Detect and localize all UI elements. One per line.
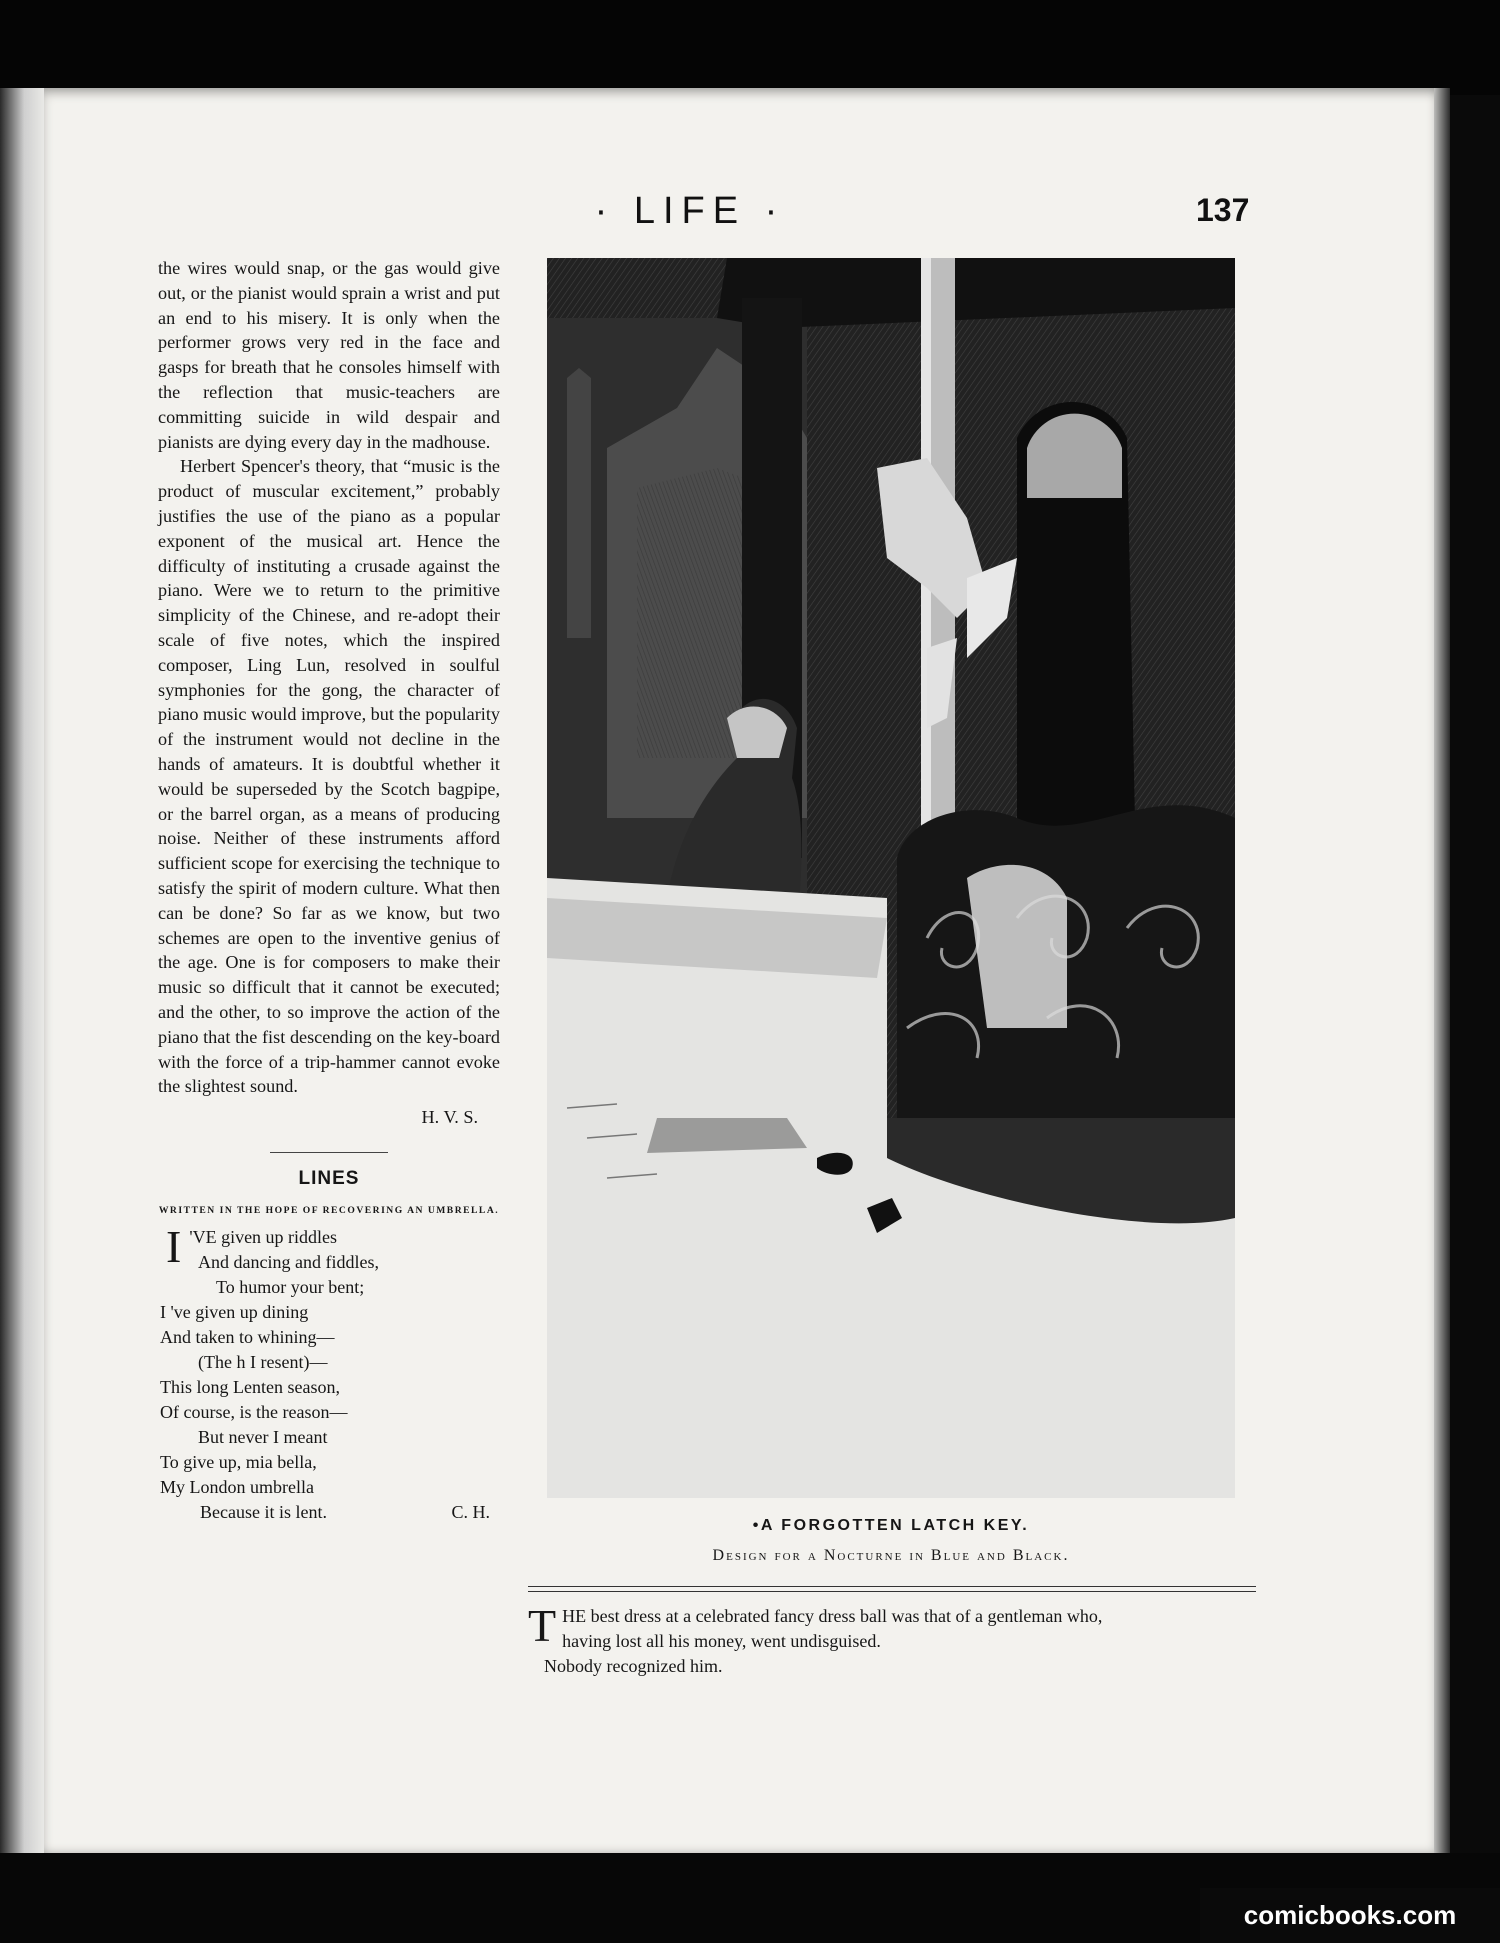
joke-line: having lost all his money, went undisguised.: [562, 1631, 881, 1651]
poem-line: (The h I resent)—: [198, 1351, 328, 1372]
section-divider: [270, 1152, 388, 1153]
illustration-caption-subtitle: Design for a Nocturne in Blue and Black.: [712, 1547, 1070, 1564]
page-edge-shadow: [1434, 88, 1450, 1853]
poem-line: My London umbrella: [160, 1476, 314, 1497]
poem-line: 'VE given up riddles: [189, 1226, 338, 1247]
article-paragraph: Herbert Spencer's theory, that “music is the product of muscular excitement,” probably justifies the use of the piano as a popular exponent of the musical art. Hence the difficulty of instituting a crusade against the piano. Were we to return to the primitive simplicity of the Chinese, and re-adopt their scale of five notes, which the inspired composer, Ling Lun, resolved in soulful symphonies for the gong, the character of piano music would improve, but the popularity of the instrument would not decline in the hands of amateurs. It is doubtful whether it would be superseded by the Scotch bagpipe, or the barrel organ, as a means of producing noise. Neither of these instruments afford sufficient scope for exercising the technique to satisfy the spirit of modern culture. What then can be done? So far as we know, but two schemes are open to the inventive genius of the age. One is for composers to make their music so difficult that it cannot be executed; and the other, to so improve the action of the piano that the fist descending on the key-board with the force of a trip-hammer cannot evoke the slightest sound.: [158, 456, 500, 1097]
page-number: 137: [1196, 192, 1250, 228]
poem-line: And taken to whining—: [160, 1326, 335, 1347]
poem: [158, 1220, 500, 1525]
poem-line: And dancing and fiddles,: [198, 1251, 379, 1272]
scan-background-top: [0, 0, 1500, 95]
poem-line: Of course, is the reason—: [160, 1401, 348, 1422]
poem-dropcap: I: [166, 1220, 182, 1272]
section-divider-double: [528, 1586, 1256, 1592]
joke-dropcap: T: [528, 1600, 557, 1651]
engraving-illustration: [547, 258, 1235, 1498]
joke-line: Nobody recognized him.: [544, 1656, 723, 1676]
illustration-caption-title: •A FORGOTTEN LATCH KEY.: [752, 1517, 1030, 1534]
joke-line: HE best dress at a celebrated fancy dress ball was that of a gentleman who,: [562, 1606, 1103, 1626]
poem-subtitle: WRITTEN IN THE HOPE OF RECOVERING AN UMBRELLA.: [158, 1204, 500, 1216]
poem-line: Because it is lent.: [200, 1501, 327, 1522]
poem-line: But never I meant: [198, 1426, 328, 1447]
poem-title: LINES: [298, 1167, 360, 1189]
poem-line: To humor your bent;: [216, 1276, 365, 1297]
poem-line: To give up, mia bella,: [160, 1451, 317, 1472]
poem-line: I 've given up dining: [160, 1301, 309, 1322]
masthead: · LIFE ·: [594, 190, 786, 232]
article-paragraph: the wires would snap, or the gas would give out, or the pianist would sprain a wrist and put an end to his misery. It is only when the performer grows very red in the face and gasps for breath that he consoles himself with the reflection that music-teachers are committing suicide in wild despair and pianists are dying every day in the madhouse.: [158, 258, 500, 452]
joke-item: [528, 1600, 1268, 1679]
night-scene-engraving: [547, 258, 1235, 1498]
left-text-column: [158, 256, 500, 1525]
article-signature: H. V. S.: [421, 1107, 478, 1128]
poem-final-line: [158, 1500, 490, 1525]
poem-line: This long Lenten season,: [160, 1376, 340, 1397]
facing-page-edge: [0, 88, 44, 1853]
poem-signature: C. H.: [451, 1501, 490, 1522]
site-watermark: comicbooks.com: [1200, 1888, 1500, 1943]
